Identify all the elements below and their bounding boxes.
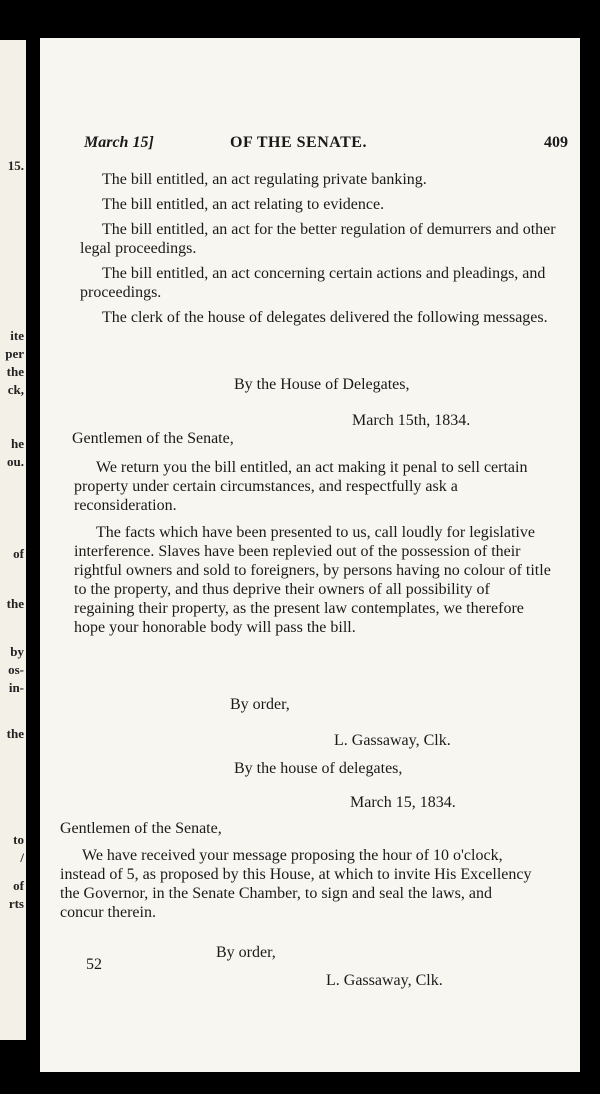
running-header — [84, 134, 568, 158]
message-1-by-order: By order, — [230, 696, 290, 713]
message-paragraph: We have received your message proposing the hour of 10 o'clock, instead of 5, as proposed by this House, at which to invite His Excellency the Governor, in the Senate Chamber, to sign and seal the laws, and concur therein. — [60, 847, 532, 921]
message-2-by-order: By order, — [216, 944, 276, 961]
header-title: OF THE SENATE. — [230, 134, 367, 151]
margin-fragment: rts — [8, 896, 24, 911]
margin-fragment: of — [13, 878, 24, 893]
message-2-date: March 15, 1834. — [350, 794, 456, 811]
message-paragraph: The facts which have been presented to us, call loudly for legislative interference. Slaves have been replevied out of the possession of their rightful owners and sold to foreigners, by persons having no colour of title to the property, and thus deprive their owners of all possibility of regaining their property, as the present law contemplates, we therefore hope your honorable body will pass the bill. — [74, 524, 551, 636]
message-1-body — [74, 458, 552, 637]
adjacent-page-fragment — [0, 40, 26, 1040]
header-date: March 15] — [84, 134, 154, 151]
margin-fragment: he — [11, 436, 24, 451]
bill-entry: The bill entitled, an act concerning certain actions and pleadings, and proceedings. — [80, 265, 546, 301]
bill-entry: The bill entitled, an act regulating private banking. — [102, 171, 427, 188]
margin-fragment: per — [5, 346, 24, 361]
message-1-signature: L. Gassaway, Clk. — [334, 732, 451, 749]
margin-fragment: of — [13, 546, 24, 561]
message-1-date: March 15th, 1834. — [352, 412, 471, 429]
margin-fragment: ite — [10, 328, 24, 343]
bill-entry: The bill entitled, an act for the better regulation of demurrers and other legal proceedings. — [80, 221, 556, 257]
margin-fragment: by — [10, 644, 24, 659]
message-2-salutation: Gentlemen of the Senate, — [60, 820, 222, 837]
signature-mark: 52 — [86, 956, 102, 973]
margin-fragment: to — [13, 832, 24, 847]
page-number: 409 — [544, 134, 568, 151]
margin-fragment: os- — [8, 662, 24, 677]
margin-fragment: the — [6, 364, 24, 379]
message-2-body — [60, 846, 538, 922]
message-1-salutation: Gentlemen of the Senate, — [72, 430, 234, 447]
margin-fragment: ou. — [7, 454, 24, 469]
margin-fragment: 15. — [7, 158, 24, 173]
message-1-from: By the House of Delegates, — [234, 376, 410, 393]
clerk-paragraph: The clerk of the house of delegates delivered the following messages. — [102, 309, 548, 326]
margin-fragment: / — [20, 850, 24, 865]
margin-fragment: the — [6, 596, 24, 611]
message-2-from: By the house of delegates, — [234, 760, 403, 777]
message-2-signature: L. Gassaway, Clk. — [326, 972, 443, 989]
message-paragraph: We return you the bill entitled, an act making it penal to sell certain property under certain circumstances, and respectfully ask a reconsideration. — [74, 459, 528, 514]
margin-fragment: ck, — [7, 382, 24, 397]
bill-list — [80, 170, 558, 327]
document-page — [40, 38, 580, 1072]
margin-fragment: the — [6, 726, 24, 741]
bill-entry: The bill entitled, an act relating to evidence. — [102, 196, 385, 213]
margin-fragment: in- — [8, 680, 24, 695]
